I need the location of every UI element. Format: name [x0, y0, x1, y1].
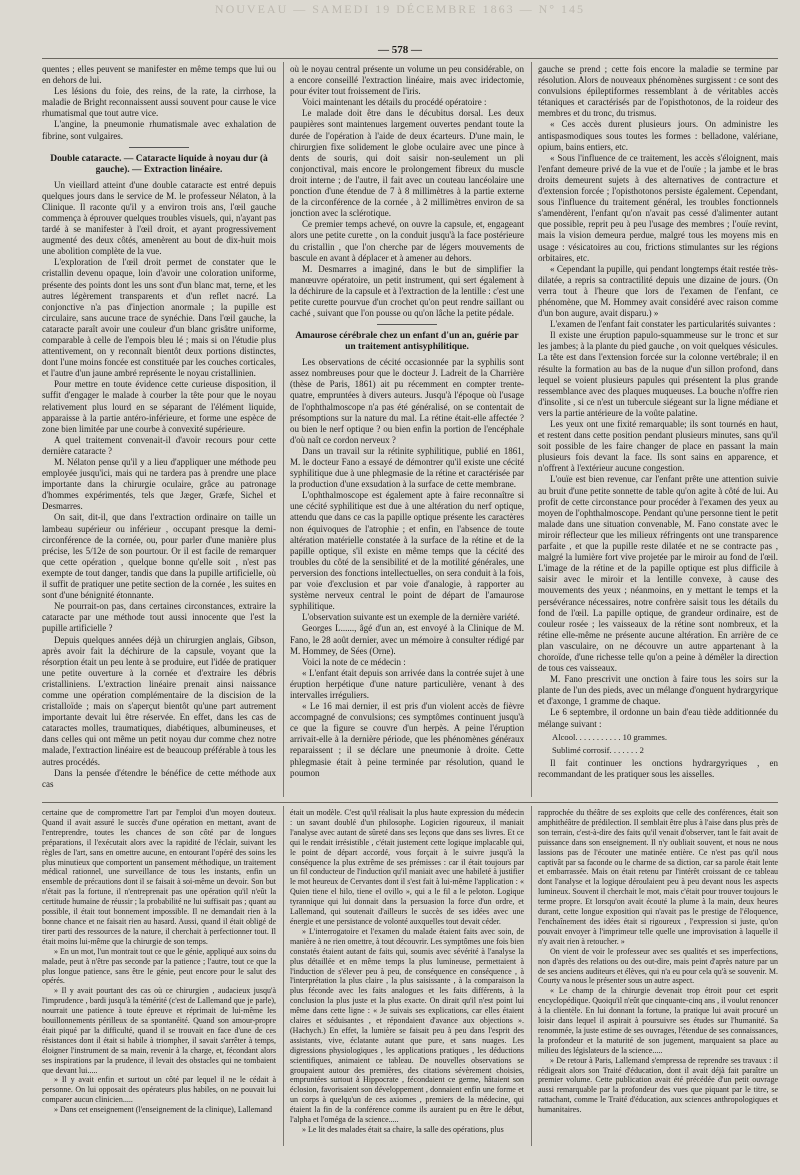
paragraph: » L'interrogatoire et l'examen du malade étaient faits avec soin, de manière à ne rien omettre, à tout découvrir. Les symptômes une fois bien constatés étaient autant de faits qui, soumis avec sévérité à l'analyse la plus détaillée et en même temps la plus lumineuse, permettaient à l'induction de s'élever peu à peu, de conséquence en conséquence , à l'interprétation la plus claire , la plus saisissante , à la comparaison la plus féconde avec les faits analogues et les faits différents, à la conclusion la plus juste et la plus exacte. On dirait qu'il n'est point lui même dans cette ligne : « Je suivais ses explications, car elles étaient claires et séduisantes , et répondaient d'avance aux objections ». (Hachych.) En effet, la lumière se faisait peu à peu dans l'esprit des assistants, vive, éclatante autant que pure, et sans nuages. Les digressions physiologiques , les applications pratiques , les déductions scientifiques, animaient ce tableau. De nouvelles observations se groupaient autour des premières, des citations sévèrement choisies, empruntées surtout à Hippocrate , fécondaient ce germe, hâtaient son éclosion, favorisaient son développement , donnaient enfin une forme et un corps à quelqu'un de ces axiomes , premiers de la médecine, qui étaient la fin de la conférence comme ils auraient pu en être le début, l'alpha et l'oméga de la science.....	[290, 926, 524, 1125]
paragraph: » Il y avait enfin et surtout un côté par lequel il ne le cédait à personne. On lui opposait des opérateurs plus habiles, on ne pouvait lui comparer aucun clinicien.....	[42, 1075, 276, 1105]
paragraph: L'ophthalmoscope est également apte à faire reconnaître si une cécité syphilitique est due à une altération du nerf optique, attendu que dans ce cas la papille optique présente les caractères non équivoques de l'atrophie ; et enfin, en l'absence de toute altération matérielle constatée à la surface de la rétine et de la papille optique, s'il existe en même temps que la cécité des troubles du côté de la sensibilité et de la motilité générales, une perversion des fonctions intellectuelles, on sera conduit à la fois, par voie d'exclusion et par voie d'analogie, à rapporter au système nerveux central le point de départ de l'amaurose syphilitique.	[290, 490, 524, 612]
paragraph: Le malade doit être dans le décubitus dorsal. Les deux paupières sont maintenues largement ouvertes pendant toute la durée de l'opération à l'aide de deux écarteurs. D'une main, le chirurgien fixe solidement le globe oculaire avec une pince à dents de souris, qui doit saisir non-seulement un pli conjonctival, mais encore le prolongement fibreux du muscle droit interne ; de l'autre, il fait avec un couteau lancéolaire une ponction d'une étendue de 7 à 8 millimètres à la partie externe de la circonférence de la cornée , à 2 millimètres environ de sa jonction avec la sclérotique.	[290, 108, 524, 219]
paragraph: Pour mettre en toute évidence cette curieuse disposition, il suffit d'engager le malade à courber la tête pour que le noyau relativement plus lourd en se séparant de l'élément liquide, apparaisse à la partie antéro-inférieure, et forme une espèce de zone bien limitée par une courbe à convexité supérieure.	[42, 379, 276, 434]
paragraph: Il fait continuer les onctions hydrargyriques , en recommandant de les pratiquer sous les aisselles.	[538, 757, 778, 779]
paragraph: On sait, dit-il, que dans l'extraction ordinaire on taille un lambeau supérieur ou inférieur , occupant presque la demi-circonférence de la cornée, ou, pour parler d'une manière plus précise, les 5/12e de son pourtour. Or il est facile de remarquer que cette opération , quelque bonne qu'elle soit , n'est pas exempte de tout danger, tandis que dans la pupille artificielle, où il suffit de pratiquer une petite section de la cornée , les suites en sont d'une bénignité étonnante.	[42, 512, 276, 601]
bleed-through-header: NOUVEAU — SAMEDI 19 DÉCEMBRE 1863 — N° 145	[214, 2, 586, 16]
paragraph: On vient de voir le professeur avec ses qualités et ses imperfections, non d'après des relations ou des out-dire, mais peint d'après nature par un de ses anciens auditeurs et élèves, qui n'a eu pour cela qu'à se souvenir. M. Courty va nous le présenter sous un autre aspect.	[538, 946, 778, 986]
article-title: Double cataracte. — Cataracte liquide à noyau dur (à gauche). — Extraction linéaire.	[50, 153, 268, 175]
article-column-1	[42, 64, 276, 798]
paragraph: Voici la note de ce médecin :	[302, 656, 406, 667]
paragraph: L'observation suivante est un exemple de la dernière variété.	[302, 612, 520, 623]
article-column-3	[538, 64, 778, 798]
section-divider	[129, 147, 189, 148]
paragraph: L'ouïe est bien revenue, car l'enfant prête une attention suivie au bruit d'une petite sonnette de table qu'on agite à côté de lui. Au profit de cette circonstance pour procéder à l'examen des yeux au moyen de l'ophthalmoscope. Pendant qu'une personne tient le petit malade dans une situation convenable, M. Fano constate avec le miroir réflecteur que les milieux réfringents ont une transparence parfaite , et que la pupille reste dilatée et ne se contracte pas , malgré la lumière fort vive projetée par le miroir au fond de l'œil. L'image de la rétine et de la papille optique est plus difficile à saisir avec le miroir et la lentille convexe, à cause des mouvements des yeux ; néanmoins, en y mettant le temps et la persévérance nécessaires, notre confrère saisit tous les détails du fond de l'œil. La papille optique, de grandeur ordinaire, est de couleur rosée ; les vaisseaux de la rétine sont nombreux, et la rétine elle-même ne présente aucune altération. En arrière de ce plan vasculaire, on ne découvre un autre appartenant à la choroïde, d'une richesse telle qu'on a peine à démêler la direction de tous ces vaisseaux.	[538, 474, 778, 674]
paragraph: Dans un travail sur la rétinite syphilitique, publié en 1861, M. le docteur Fano a essayé de démontrer qu'il existe une cécité syphilitique due à une phlegmasie de la rétine et caractérisée par la production d'une exsudation à la surface de cette membrane.	[290, 445, 524, 490]
paragraph: L'angine, la pneumonie rhumatismale avec exhalation de fibrine, sont vulgaires.	[42, 119, 276, 141]
paragraph: Le 6 septembre, il ordonne un bain d'eau tiède additionnée du mélange suivant :	[538, 707, 778, 729]
column-divider-4	[531, 806, 532, 1146]
paragraph: « Le champ de la chirurgie devenait trop étroit pour cet esprit encyclopédique. Quoiqu'il n'eût que cinquante-cinq ans , il voulut renoncer à la clientèle. En lui donnant la fortune, la pratique lui avait procuré un loisir dans lequel il aspirait à poursuivre ses études sur l'humanité. Sa renommée, la juste estime de ses ouvrages, l'étendue de ses connaissances, la profondeur et la maturité de son jugement, marquaient sa place au milieu des législateurs de la science.....	[538, 986, 778, 1055]
paragraph: » Dans cet enseignement (l'enseignement de la clinique), Lallemand	[54, 1105, 273, 1115]
column-divider-3	[283, 806, 284, 1146]
paragraph: Voici maintenant les détails du procédé opératoire :	[302, 97, 487, 108]
feuilleton-rule	[42, 802, 778, 803]
prescription-line: Alcool. . . . . . . . . . . 10 grammes.	[552, 731, 668, 742]
paragraph: Les lésions du foie, des reins, de la rate, la cirrhose, la maladie de Bright reconnaissent aussi souvent pour cause le vice rhumatismal que tout autre vice.	[42, 86, 276, 119]
article-title: Amaurose cérébrale chez un enfant d'un an, guérie par un traitement antisyphilitique.	[295, 331, 519, 353]
paragraph: « Cependant la pupille, qui pendant longtemps était restée très-dilatée, a repris sa contractilité depuis une dizaine de jours. (On verra tout à l'heure que lors de l'examen de l'enfant, ce phénomène, que M. Hommey avait considéré avec raison comme d'un bon augure, avait disparu.) »	[538, 263, 778, 319]
paragraph: M. Desmarres a imaginé, dans le but de simplifier la manœuvre opératoire, un petit instrument, qui sert également à la déchirure de la capsule et à l'extraction de la lentille : c'est une petite curette pourvue d'un crochet qu'on peut rendre saillant ou caché , suivant que l'on pousse ou qu'on lâche la petite pédale.	[290, 263, 524, 319]
column-divider-1	[283, 62, 284, 797]
paragraph: M. Fano prescrivit une onction à faire tous les soirs sur la plante de l'un des pieds, avec un mélange d'onguent hydrargyrique et d'axonge, 1 gramme de chaque.	[538, 674, 778, 707]
column-divider-2	[531, 62, 532, 797]
paragraph: gauche se prend ; cette fois encore la maladie se termine par résolution. Alors de nouveaux phénomènes surgissent : ce sont des convulsions épileptiformes ressemblant à de véritables accès tétaniques et caractérisés par de l'opisthotonos, de la roideur des membres et du tronc, du trismus.	[538, 64, 778, 119]
paragraph: quentes ; elles peuvent se manifester en même temps que lui ou en dehors de lui.	[42, 64, 276, 86]
paragraph: rapprochée du théâtre de ses exploits que celle des conférences, était son amphithéâtre de prédilection. Il semblait être plus à l'aise dans plus près de son terrain, c'est-à-dire des faits qu'il venait d'observer, tant le fait avait de puissance dans son enseignement. Il n'y oubliait souvent, et nous ne nous lassions pas de l'écouter une matinée entière. Ce n'est pas qu'il nous captivât par sa faconde ou le charme de sa diction, car sa parole était lente et embarrassée. Mais on était retenu par l'intérêt croissant de ce tableau dont l'analyse et la logique déroulaient peu à peu devant nous les aspects lumineux. Souvent il cherchait le mot, mais c'était pour trouver toujours le terme propre. Et lorsqu'on avait écouté la plume à la main, deux heures durant, cette longue exposition qui n'avait pas le prestige de l'éloquence, l'enchaînement des idées était si rigoureux , l'expression si juste, qu'on pouvait envoyer à l'imprimeur telle quelle une improvisation à laquelle il n'y avait rien à retoucher. »	[538, 808, 778, 946]
paragraph: M. Nélaton pense qu'il y a lieu d'appliquer une méthode peu employée jusqu'ici, mais qui ne tardera pas à prendre une place importante dans la chirurgie oculaire, grâce au patronage d'hommes expérimentés, tels que Jæger, Græfe, Sichel et Desmarres.	[42, 457, 276, 512]
paragraph: « Le 16 mai dernier, il est pris d'un violent accès de fièvre accompagné de convulsions; ces symptômes continuent jusqu'à ce que la figure se couvre d'un herpès. A peine l'éruption arrivait-elle à la dernière période, que les phénomènes généraux reparaissent ; il se déclare une pneumonie à droite. Cette phlegmasie était à peine terminée par résolution, quand le poumon	[290, 701, 524, 778]
paragraph: Ce premier temps achevé, on ouvre la capsule, et, engageant alors une petite curette , on la conduit jusqu'à la face postérieure du cristallin , que l'on cherche par de légers mouvements de bascule en avant à déplacer et à amener au dehors.	[290, 219, 524, 263]
prescription-line: Sublimé corrosif. . . . . . . 2	[552, 744, 644, 755]
paragraph: Un vieillard atteint d'une double cataracte est entré depuis quelques jours dans le service de M. le professeur Nélaton, à la Clinique. Il raconte qu'il y a environ trois ans, l'œil gauche commença à éprouver quelques troubles visuels, qui, n'ayant pas tardé à se manifester à l'œil droit, et ayant progressivement augmenté des deux côtés, amenèrent au bout de dix-huit mois une abolition complète de la vue.	[42, 179, 276, 257]
paragraph: Ne pourrait-on pas, dans certaines circonstances, extraire la cataracte par une méthode tout aussi innocente que l'est la pupille artificielle ?	[42, 601, 276, 634]
feuilleton-column-1	[42, 808, 276, 1146]
paragraph: Georges L......, âgé d'un an, est envoyé à la Clinique de M. Fano, le 28 août dernier, avec un mémoire à consulter rédigé par M. Hommey, de Sées (Orne).	[290, 623, 524, 656]
paragraph: L'exploration de l'œil droit permet de constater que le cristallin devenu opaque, loin d'avoir une coloration uniforme, présente des points dont les uns sont d'un blanc mat, terne, et les autres légèrement transparents et d'un reflet nacré. La conjonctive n'a pas d'injection anormale ; la pupille est circulaire, sans aucune trace de synéchie. Dans l'œil gauche, la cataracte paraît avoir une couleur d'un blanc grisâtre uniforme, comparable à celle de l'empois bleu lé ; mais si on l'étudie plus attentivement, on y reconnaît bientôt deux portions distinctes, dont l'une moins foncée est constituée par les couches corticales, et l'autre d'un jaune ambré représente le noyau cristallinien.	[42, 257, 276, 379]
feuilleton-column-2	[290, 808, 524, 1146]
paragraph: A quel traitement convenait-il d'avoir recours pour cette dernière cataracte ?	[42, 434, 276, 456]
paragraph: était un modèle. C'est qu'il réalisait la plus haute expression du médecin : un savant doublé d'un philosophe. Logicien rigoureux, il maniait l'analyse avec autant de sûreté dans ses leçons que dans ses livres. Et ce qui le rendait irrésistible , c'était justement cette logique implacable qui, le point de départ accordé, vous forçait à le suivre jusqu'à la conséquence la plus extrême de ses prémisses : car il était toujours par un fil conducteur de l'induction qu'il maniait avec une habileté à justifier le mot heureux de Cervantes dont il s'est fait à lui-même l'application : « Quien tiene el hilo, tiene el ovillo », qui a le fil a le peloton. Logique tyrannique qui lui donnait dans la persuasion la force d'un ordre, et Lallemand, qui soutenait d'ailleurs le succès de ses idées avec une énergie et une persistance de volonté auxquelles tout devait céder.	[290, 808, 524, 926]
paragraph: » De retour à Paris, Lallemand s'empressa de reprendre ses travaux : il rédigeait alors son Traité d'éducation, dont il avait déjà fait paraître un premier volume. Cette publication avait été précédée d'un petit ouvrage aussi remarquable par la profondeur des vues que piquant par le titre, se rattachant, comme le Traité d'éducation, aux sciences anthropologiques et humanitaires.	[538, 1055, 778, 1115]
section-divider	[377, 324, 437, 325]
paragraph: « Ces accès durent plusieurs jours. On administre les antispasmodiques sous toutes les formes : belladone, valériane, opium, bains entiers, etc.	[538, 119, 778, 152]
page-number: — 578 —	[378, 44, 422, 56]
header-rule	[42, 58, 778, 59]
paragraph: Les observations de cécité occasionnée par la syphilis sont assez nombreuses pour que le docteur J. Ladreit de la Charrière (thèse de Paris, 1861) ait pu récemment en compter trente-quatre, empruntées à divers auteurs. Jusqu'à l'époque où l'usage de l'ophthalmoscope n'a pas été généralisé, on se contentait de présomptions sur la nature du mal. La rétine était-elle affectée ? ou bien le nerf optique ? ou bien enfin la portion de l'encéphale d'où naît ce cordon nerveux ?	[290, 357, 524, 445]
paragraph: L'examen de l'enfant fait constater les particularités suivantes :	[550, 319, 776, 330]
paragraph: Il existe une éruption papulo-squammeuse sur le tronc et sur les jambes; à la plante du pied gauche , on voit quelques vésicules. La tête est dans l'extension forcée sur la colonne vertébrale; il en résulte la formation au bas de la nuque d'un sillon profond, dans lequel se voient plusieurs papules qui présentent la plus grande ressemblance avec des plaques muqueuses. La bouche n'offre rien d'insolite , si ce n'est un tubercule siégeant sur la ligne médiane et vers la partie antérieure de la voûte palatine.	[538, 330, 778, 418]
paragraph: Depuis quelques années déjà un chirurgien anglais, Gibson, après avoir fait la déchirure de la capsule, voyant que la résorption était un peu lente à se produire, eut l'idée de pratiquer une petite ouverture à la cornée et d'extraire les débris cristalliniens. L'extraction linéaire prenait ainsi naissance comme une opération complémentaire de la discision de la cristalloïde ; mais on s'aperçut bientôt qu'une part autrement importante devait lui être réservée. En effet, dans les cas de cataractes molles, traumatiques, diabétiques, albumineuses, et dans celles qui ont même un petit noyau dur comme chez notre malade, l'extraction linéaire est de beaucoup préférable à tous les autres procédés.	[42, 634, 276, 767]
paragraph: « L'enfant était depuis son arrivée dans la contrée sujet à une éruption herpétique d'une nature particulière, venant à des intervalles irréguliers.	[290, 667, 524, 700]
paragraph: » Il y avait pourtant des cas où ce chirurgien , audacieux jusqu'à l'imprudence , bardi jusqu'à la témérité (c'est de Lallemand que je parle), nourrait une patience à toute épreuve et réprimait de lui-même les bouillonnements périlleux de sa spontanéité. Quand son amour-propre était piqué par la difficulté, quand il se trouvait en face d'une de ces résistances dont il était si habile à triompher, il savait s'arrêter à temps, éloigner l'instrument de sa main, revenir à la charge, et, fécondant alors ses inspirations par la prudence, il levait des obstacles qui ne tombaient que devant lui.....	[42, 986, 276, 1075]
paragraph: « Sous l'influence de ce traitement, les accès s'éloignent, mais l'enfant demeure privé de la vue et de l'ouïe ; la jambe et le bras droits demeurent sujets à des alternatives de contracture et d'extension forcée ; l'opisthotonos persiste également. Cependant, sous l'influence du traitement général, les troubles fonctionnels s'amendèrent, l'enfant qu'on n'avait pas cessé d'alimenter autant que possible, reprit peu à peu l'usage des membres ; l'ouïe revint, mais la vision demeura perdue, malgré tous les moyens mis en usage : vésicatoires au cou, frictions stimulantes sur les régions orbitaires, etc.	[538, 152, 778, 263]
paragraph: Les yeux ont une fixité remarquable; ils sont tournés en haut, et restent dans cette position pendant plusieurs minutes, sans qu'il soit possible de les faire changer de place en passant la main plusieurs fois devant la face. Ils sont sains en apparence, et n'offrent à l'extérieur aucune congestion.	[538, 419, 778, 474]
paragraph: certaine que de compromettre l'art par l'emploi d'un moyen douteux. Quand il avait assuré le succès d'une opération en mettant, avant de l'entreprendre, toutes les chances de son côté par de longues préparations, il l'exécutait alors avec la rapidité de l'éclair, suivant les règles de l'art, sans en omettre aucune, en entourant l'opéré des soins les plus minutieux que comportent un pansement méthodique, un traitement médical rationnel, une surveillance de tous les instants, enfin un ensemble de précautions dont il se faisait à soi-même un devoir. Son but n'était pas la fortune, il n'entreprenait pas une opération qu'il n'eût la certitude humaine de réussir ; la probabilité ne lui suffisait pas ; quant au possible, il était tout bonnement impossible. Il ne demandait rien à la bonne chance et ne faisait rien au hasard. Aussi, quand il était obligé de tirer parti des ressources de la nature, il cherchait à perfectionner tout. Il était moins lui-même que la chirurgie de son temps.	[42, 808, 276, 946]
article-column-2	[290, 64, 524, 798]
paragraph: » Le lit des malades était sa chaire, la salle des opérations, plus	[302, 1125, 504, 1134]
paragraph: Dans la pensée d'étendre le bénéfice de cette méthode aux cas	[42, 767, 276, 789]
feuilleton-column-3	[538, 808, 778, 1146]
paragraph: » En un mot, l'un montrait tout ce que le génie, appliqué aux soins du malade, peut à n'être pas seconde par la patience ; l'autre, tout ce que la plus longue patience, sans être le génie, peut encore pour le salut des opérés.	[42, 946, 276, 986]
paragraph: où le noyau central présente un volume un peu considérable, on a encore conseillé l'extraction linéaire, mais avec iridectomie, pour éviter tout froissement de l'iris.	[290, 64, 524, 97]
